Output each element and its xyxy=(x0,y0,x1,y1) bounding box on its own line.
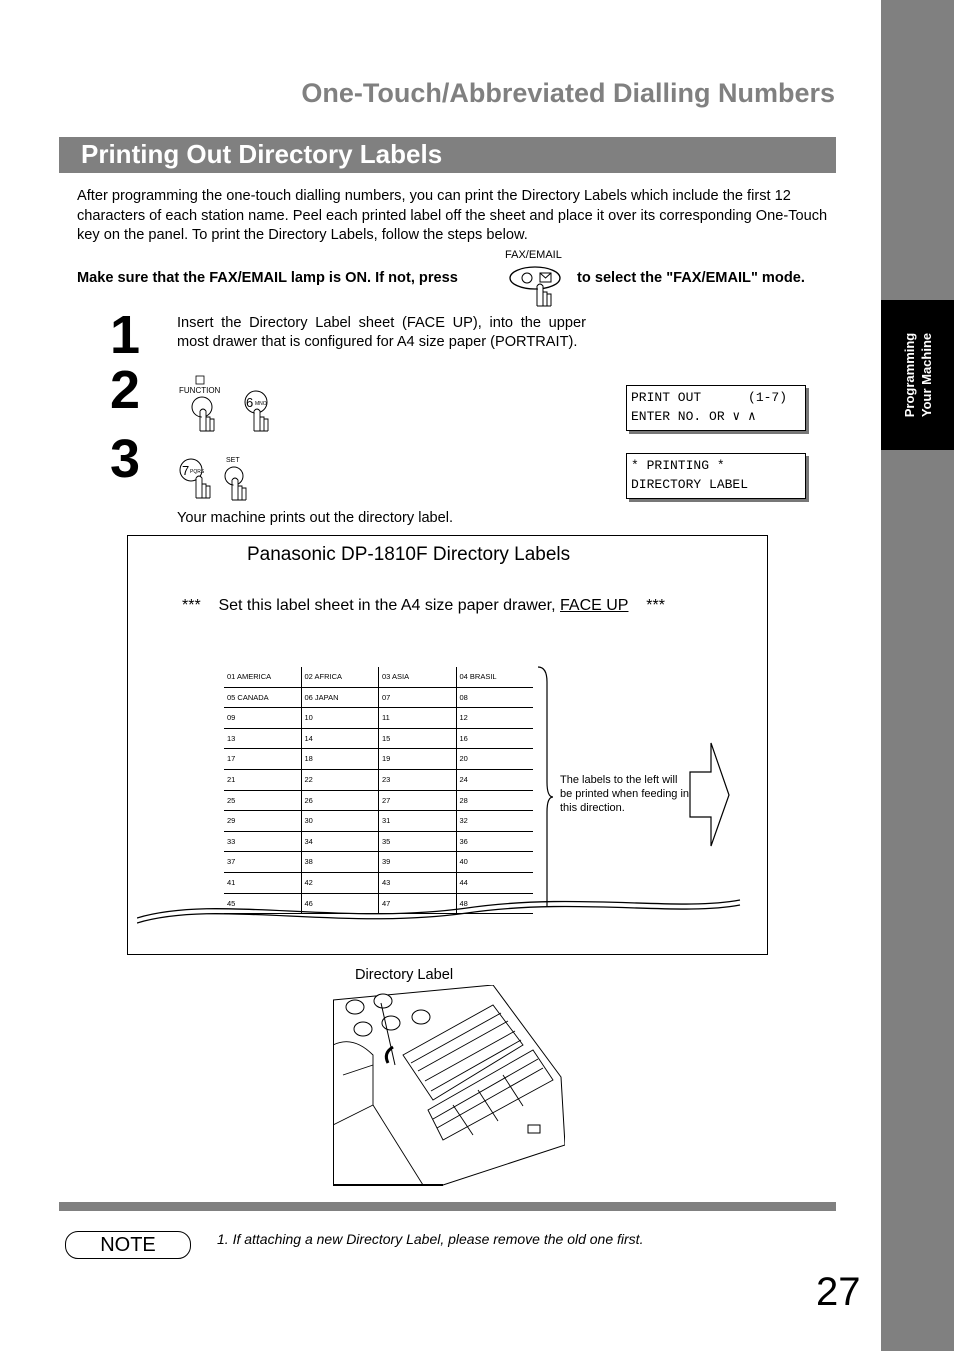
step-3-note: Your machine prints out the directory label. xyxy=(177,510,454,526)
label-cell: 03 ASIA xyxy=(378,667,456,687)
label-cell: 39 xyxy=(378,852,456,872)
label-cell: 28 xyxy=(456,791,534,811)
instruction-stars: *** xyxy=(646,597,665,614)
label-cell: 11 xyxy=(378,708,456,728)
label-cell: 22 xyxy=(301,770,379,790)
svg-text:SET: SET xyxy=(226,457,240,464)
label-cell: 05 CANADA xyxy=(227,692,269,702)
lcd-display-step-2 xyxy=(626,385,806,431)
label-cell: 17 xyxy=(227,754,236,764)
page-number: 27 xyxy=(816,1270,861,1314)
label-cell: 08 xyxy=(456,688,534,708)
fax-instruction-text: Make sure that the FAX/EMAIL lamp is ON. If not, press xyxy=(77,270,458,286)
feed-direction-note: The labels to the left will be printed when feeding in this direction. xyxy=(560,774,690,814)
sidebar-strip xyxy=(881,0,954,1351)
label-cell: 46 xyxy=(301,894,379,914)
lcd-line: DIRECTORY LABEL xyxy=(631,477,749,492)
label-cell: 25 xyxy=(227,795,236,805)
svg-text:7: 7 xyxy=(182,463,190,478)
page-header: One-Touch/Abbreviated Dialling Numbers xyxy=(301,78,835,108)
label-cell: 45 xyxy=(227,898,236,908)
key-7-icon xyxy=(180,459,210,498)
step-2-keys xyxy=(178,375,278,437)
instruction-emphasis: FACE UP xyxy=(560,597,629,614)
bottom-rule xyxy=(59,1202,836,1211)
label-cell: 18 xyxy=(301,749,379,769)
intro-paragraph: After programming the one-touch dialling numbers, you can print the Directory Labels which include the first 12 characters of each station name. Peel each printed label off the sheet and place it over its corresponding One-Touch key on the panel. To print the Directory Labels, follow the steps below. xyxy=(77,188,828,243)
chapter-tab[interactable] xyxy=(881,300,954,450)
label-cell: 09 xyxy=(227,713,236,723)
label-cell: 24 xyxy=(456,770,534,790)
svg-text:PQRS: PQRS xyxy=(190,469,205,475)
svg-text:FUNCTION: FUNCTION xyxy=(179,386,221,395)
label-cell: 33 xyxy=(227,836,236,846)
label-cell: 40 xyxy=(456,852,534,872)
label-cell: 02 AFRICA xyxy=(301,667,379,687)
function-key-icon xyxy=(179,376,221,431)
label-cell: 06 JAPAN xyxy=(301,688,379,708)
step-1-text: Insert the Directory Label sheet (FACE UP), into the upper most drawer that is configured for A4 size paper (PORTRAIT). xyxy=(177,315,586,350)
instruction-stars: *** xyxy=(182,597,201,614)
step-3-number: 3 xyxy=(110,429,141,489)
lcd-line: * PRINTING * xyxy=(631,458,725,473)
step-2-number: 2 xyxy=(110,360,141,420)
note-badge: NOTE xyxy=(65,1231,191,1259)
lcd-line: ENTER NO. OR ∨ ∧ xyxy=(631,409,756,424)
label-cell: 34 xyxy=(301,832,379,852)
instruction-text: Set this label sheet in the A4 size paper drawer, xyxy=(218,597,556,614)
label-cell: 23 xyxy=(378,770,456,790)
label-cell: 04 BRASIL xyxy=(456,667,534,687)
figure-title: Panasonic DP-1810F Directory Labels xyxy=(247,544,571,565)
fax-machine-illustration xyxy=(333,985,565,1187)
note-text: 1. If attaching a new Directory Label, please remove the old one first. xyxy=(217,1231,644,1247)
label-cell: 41 xyxy=(227,877,236,887)
label-cell: 32 xyxy=(456,811,534,831)
label-cell: 44 xyxy=(456,873,534,893)
label-cell: 31 xyxy=(378,811,456,831)
label-cell: 36 xyxy=(456,832,534,852)
lcd-line: PRINT OUT (1-7) xyxy=(631,390,788,405)
step-3-keys xyxy=(176,452,256,504)
label-cell: 37 xyxy=(227,857,236,867)
label-cell: 43 xyxy=(378,873,456,893)
label-cell: 29 xyxy=(227,816,236,826)
key-6-icon xyxy=(245,391,268,431)
label-cell: 20 xyxy=(456,749,534,769)
label-cell: 42 xyxy=(301,873,379,893)
label-cell: 26 xyxy=(301,791,379,811)
label-cell: 38 xyxy=(301,852,379,872)
step-1-number: 1 xyxy=(110,305,141,365)
label-cell: 14 xyxy=(301,729,379,749)
chapter-tab-line1: Programming xyxy=(901,332,917,418)
fax-email-key-icon xyxy=(507,262,567,310)
svg-text:MNO: MNO xyxy=(255,401,267,407)
label-cell: 48 xyxy=(456,894,534,914)
label-cell: 15 xyxy=(378,729,456,749)
label-cell: 19 xyxy=(378,749,456,769)
label-cell: 07 xyxy=(378,688,456,708)
label-cell: 30 xyxy=(301,811,379,831)
figure-instruction xyxy=(182,597,665,615)
set-key-icon xyxy=(225,457,246,500)
brace-icon xyxy=(538,667,553,907)
feed-direction-arrow-icon xyxy=(690,743,729,846)
label-cell: 35 xyxy=(378,832,456,852)
label-cell: 21 xyxy=(227,774,236,784)
section-title: Printing Out Directory Labels xyxy=(81,139,443,169)
section-bar xyxy=(59,137,836,173)
label-cell: 47 xyxy=(378,894,456,914)
lcd-display-step-3 xyxy=(626,453,806,499)
label-cell: 01 AMERICA xyxy=(227,672,272,681)
svg-text:6: 6 xyxy=(246,395,254,410)
fax-instruction-suffix: to select the "FAX/EMAIL" mode. xyxy=(577,270,805,286)
label-cell: 16 xyxy=(456,729,534,749)
chapter-tab-line2: Your Machine xyxy=(918,332,934,418)
wavy-cut-line xyxy=(137,900,740,923)
fax-email-key-label: FAX/EMAIL xyxy=(505,249,562,261)
label-cell: 10 xyxy=(301,708,379,728)
directory-label-caption: Directory Label xyxy=(355,967,454,983)
label-cell: 12 xyxy=(456,708,534,728)
label-cell: 13 xyxy=(227,733,236,743)
label-cell: 27 xyxy=(378,791,456,811)
